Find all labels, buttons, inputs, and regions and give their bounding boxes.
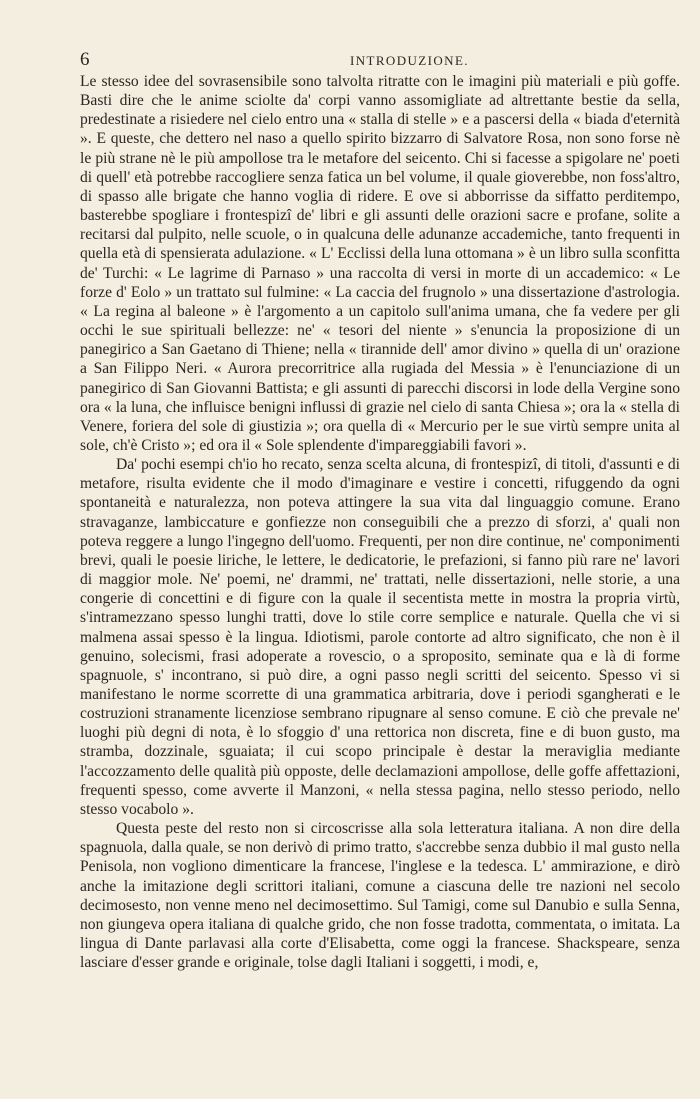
paragraph: Da' pochi esempi ch'io ho recato, senza scelta alcuna, di frontespizî, di titoli, d'assunti e di metafore, risulta evidente che il modo d'imaginare e vestire i concetti, rifuggendo da ogni spontaneità e naturalezza, non poteva attingere la sua vita dal linguaggio comune. Erano stravaganze, lambiccature e gonfiezze non conseguibili che a prezzo di sforzi, a' quali non poteva reggere a lungo l'ingegno dell'uomo. Frequenti, per non dire continue, ne' componimenti brevi, quali le poesie liriche, le lettere, le dedicatorie, le prefazioni, si fanno più rare ne' lavori di maggior mole. Ne' poemi, ne' drammi, ne' trattati, nelle dissertazioni, nelle storie, a una congerie di concettini e di figure con la quale il secentista mette in mostra la propria virtù, s'intramezzano spesso lunghi tratti, dove lo stile corre semplice e naturale. Quella che vi si malmena assai spesso è la lingua. Idiotismi, parole contorte ad altro significato, che non è il genuino, solecismi, frasi adoperate a rovescio, o a sproposito, seminate qua e là di forme spagnuole, s' incontrano, si può dire, a ogni passo negli scritti del seicento. Spesso vi si manifestano le norme scorrette di una grammatica arbitraria, dove i periodi sgangherati e le costruzioni stranamente licenziose sembrano ripugnare al senso comune. E ciò che prevale ne' luoghi più degni di nota, è lo sfoggio d' una rettorica non discreta, fine e di buon gusto, ma stramba, dozzinale, sguaiata; il cui scopo principale è destar la meraviglia mediante l'accozzamento delle qualità più opposte, delle declamazioni ampollose, delle goffe affettazioni, frequenti spesso, come avverte il Manzoni, « nella stessa pagina, nello stesso periodo, nello stesso vocabolo ». (80, 456, 680, 818)
body-text (80, 72, 680, 972)
paragraph: Le stesso idee del sovrasensibile sono talvolta ritratte con le imagini più materiali e più goffe. Basti dire che le anime sciolte da' corpi vanno assomigliate ad altrettante bestie da sella, predestinate a risiedere nel cielo entro una « stalla di stelle » e a pascersi della « biada d'eternità ». E queste, che dettero nel naso a quello spirito bizzarro di Salvatore Rosa, non sono forse nè le più strane nè le più ampollose tra le metafore del seicento. Chi si facesse a spigolare ne' poeti di quell' età potrebbe raccogliere senza fatica un bel volume, il quale gioverebbe, non foss'altro, di spasso alle brigate che hanno voglia di ridere. E ove si abborrisse da siffatto perditempo, basterebbe spogliare i frontespizî de' libri e gli assunti delle orazioni sacre e profane, solite a recitarsi dal pulpito, nelle scuole, o in qualcuna delle adunanze accademiche, tanto frequenti in quella età di spensierata adulazione. « L' Ecclissi della luna ottomana » è un libro sulla sconfitta de' Turchi: « Le lagrime di Parnaso » una raccolta di versi in morte di un accademico: « Le forze d' Eolo » un trattato sul fulmine: « La caccia del frugnolo » una dissertazione d'astrologia. « La regina al baleone » è l'argomento a un capitolo sull'anima umana, che fa vedere per gli occhi le sue spirituali bellezze: ne' « tesori del niente » s'enuncia la proposizione di un panegirico a San Gaetano di Thiene; nella « tirannide dell' amor divino » quella di un' orazione a San Filippo Neri. « Aurora precorritrice alla rugiada del Messia » è l'enunciazione di un panegirico di San Giovanni Battista; e gli assunti di parecchi discorsi in lode della Vergine sono ora « la luna, che influisce benigni influssi di grazie nel cielo di santa Chiesa »; ora la « stella di Venere, foriera del sole di giustizia »; ora quella di « Mercurio per le sue virtù sempre unita al sole, ch'è Cristo »; ed ora il « Sole splendente d'impareggiabili favori ». (80, 73, 680, 454)
page-number: 6 (80, 49, 90, 70)
paragraph: Questa peste del resto non si circoscrisse alla sola letteratura italiana. A non dire della spagnuola, dalla quale, se non derivò di primo tratto, s'accrebbe senza dubbio il mal gusto nella Penisola, non vogliono dimenticare la francese, l'inglese e la tedesca. L' ammirazione, e dirò anche la imitazione degli scrittori italiani, comune a ciascuna delle tre nazioni nel secolo decimosesto, non venne meno nel decimosettimo. Sul Tamigi, come sul Danubio e sulla Senna, non giungeva opera italiana di qualche grido, che non fosse tradotta, commentata, o imitata. La lingua di Dante parlavasi alla corte d'Elisabetta, come oggi la francese. Shackspeare, senza lasciare d'esser grande e originale, tolse dagli Italiani i soggetti, i modi, e, (80, 820, 680, 972)
page-header (80, 49, 680, 69)
running-head: INTRODUZIONE. (350, 53, 469, 68)
